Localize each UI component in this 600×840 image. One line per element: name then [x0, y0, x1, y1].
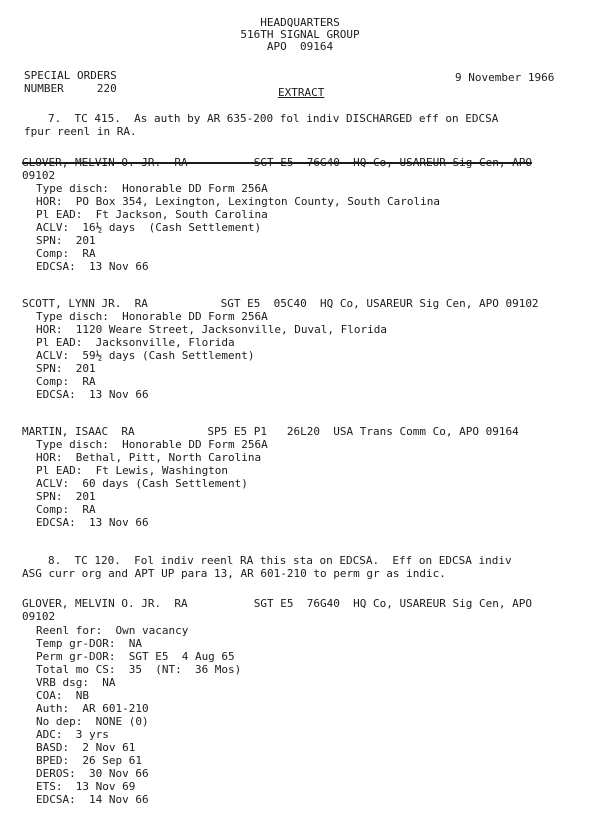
record-2-comp: Comp: RA — [36, 375, 96, 388]
reenlist-auth: Auth: AR 601-210 — [36, 702, 149, 715]
cropped-text-fragment — [0, 826, 170, 832]
extract-heading: EXTRACT — [278, 86, 325, 99]
reenlist-record-header-cont: 09102 — [22, 610, 56, 623]
reenlist-ets: ETS: 13 Nov 69 — [36, 780, 136, 793]
record-1-spn: SPN: 201 — [36, 234, 96, 247]
header-unit: 516TH SIGNAL GROUP — [240, 28, 360, 41]
record-2-fields — [36, 310, 387, 401]
record-3-fields — [36, 438, 268, 529]
reenlist-coa: COA: NB — [36, 689, 89, 702]
para7-line1: 7. TC 415. As auth by AR 635-200 fol indiv DISCHARGED eff on EDCSA — [48, 112, 499, 125]
header-apo: APO 09164 — [266, 40, 334, 53]
para7-line2: fpur reenl in RA. — [24, 125, 137, 138]
record-1-comp: Comp: RA — [36, 247, 96, 260]
record-2-hor: HOR: 1120 Weare Street, Jacksonville, Duval, Florida — [36, 323, 387, 336]
reenlist-record-fields — [36, 624, 241, 806]
record-3-aclv: ACLV: 60 days (Cash Settlement) — [36, 477, 248, 490]
reenlist-reenl-for: Reenl for: Own vacancy — [36, 624, 189, 637]
record-1-aclv: ACLV: 16½ days (Cash Settlement) — [36, 221, 262, 234]
record-3-spn: SPN: 201 — [36, 490, 96, 503]
para8-line1: 8. TC 120. Fol indiv reenl RA this sta on EDCSA. Eff on EDCSA indiv — [48, 554, 512, 567]
order-date: 9 November 1966 — [455, 71, 555, 84]
record-3-comp: Comp: RA — [36, 503, 96, 516]
record-1-pl-ead: Pl EAD: Ft Jackson, South Carolina — [36, 208, 268, 221]
record-3-edcsa: EDCSA: 13 Nov 66 — [36, 516, 149, 529]
reenlist-no-dep: No dep: NONE (0) — [36, 715, 149, 728]
record-3-header: MARTIN, ISAAC RA SP5 E5 P1 26L20 USA Trans Comm Co, APO 09164 — [22, 425, 519, 438]
record-2-pl-ead: Pl EAD: Jacksonville, Florida — [36, 336, 235, 349]
record-1-header-cont: 09102 — [22, 169, 56, 182]
record-1-fields — [36, 182, 440, 273]
reenlist-deros: DEROS: 30 Nov 66 — [36, 767, 149, 780]
reenlist-basd: BASD: 2 Nov 61 — [36, 741, 136, 754]
record-2-spn: SPN: 201 — [36, 362, 96, 375]
order-number: NUMBER 220 — [24, 82, 117, 95]
record-2-edcsa: EDCSA: 13 Nov 66 — [36, 388, 149, 401]
para8-line2: ASG curr org and APT UP para 13, AR 601-210 to perm gr as indic. — [22, 567, 446, 580]
record-2-header: SCOTT, LYNN JR. RA SGT E5 05C40 HQ Co, USAREUR Sig Cen, APO 09102 — [22, 297, 539, 310]
record-2-aclv: ACLV: 59½ days (Cash Settlement) — [36, 349, 255, 362]
record-1-hor: HOR: PO Box 354, Lexington, Lexington County, South Carolina — [36, 195, 440, 208]
record-1-header: GLOVER, MELVIN O. JR. RA SGT E5 76G40 HQ Co, USAREUR Sig Cen, APO — [22, 156, 532, 169]
special-orders-label: SPECIAL ORDERS — [24, 69, 117, 82]
record-1-edcsa: EDCSA: 13 Nov 66 — [36, 260, 149, 273]
reenlist-bped: BPED: 26 Sep 61 — [36, 754, 142, 767]
record-2-type-disch: Type disch: Honorable DD Form 256A — [36, 310, 268, 323]
reenlist-temp-gr-dor: Temp gr-DOR: NA — [36, 637, 142, 650]
record-3-pl-ead: Pl EAD: Ft Lewis, Washington — [36, 464, 229, 477]
reenlist-record-header: GLOVER, MELVIN O. JR. RA SGT E5 76G40 HQ Co, USAREUR Sig Cen, APO — [22, 597, 532, 610]
reenlist-adc: ADC: 3 yrs — [36, 728, 109, 741]
record-3-hor: HOR: Bethal, Pitt, North Carolina — [36, 451, 262, 464]
record-1-type-disch: Type disch: Honorable DD Form 256A — [36, 182, 268, 195]
reenlist-edcsa: EDCSA: 14 Nov 66 — [36, 793, 149, 806]
header-headquarters: HEADQUARTERS — [260, 16, 340, 29]
reenlist-vrb-dsg: VRB dsg: NA — [36, 676, 116, 689]
record-3-type-disch: Type disch: Honorable DD Form 256A — [36, 438, 268, 451]
reenlist-total-mo-cs: Total mo CS: 35 (NT: 36 Mos) — [36, 663, 242, 676]
reenlist-perm-gr-dor: Perm gr-DOR: SGT E5 4 Aug 65 — [36, 650, 235, 663]
